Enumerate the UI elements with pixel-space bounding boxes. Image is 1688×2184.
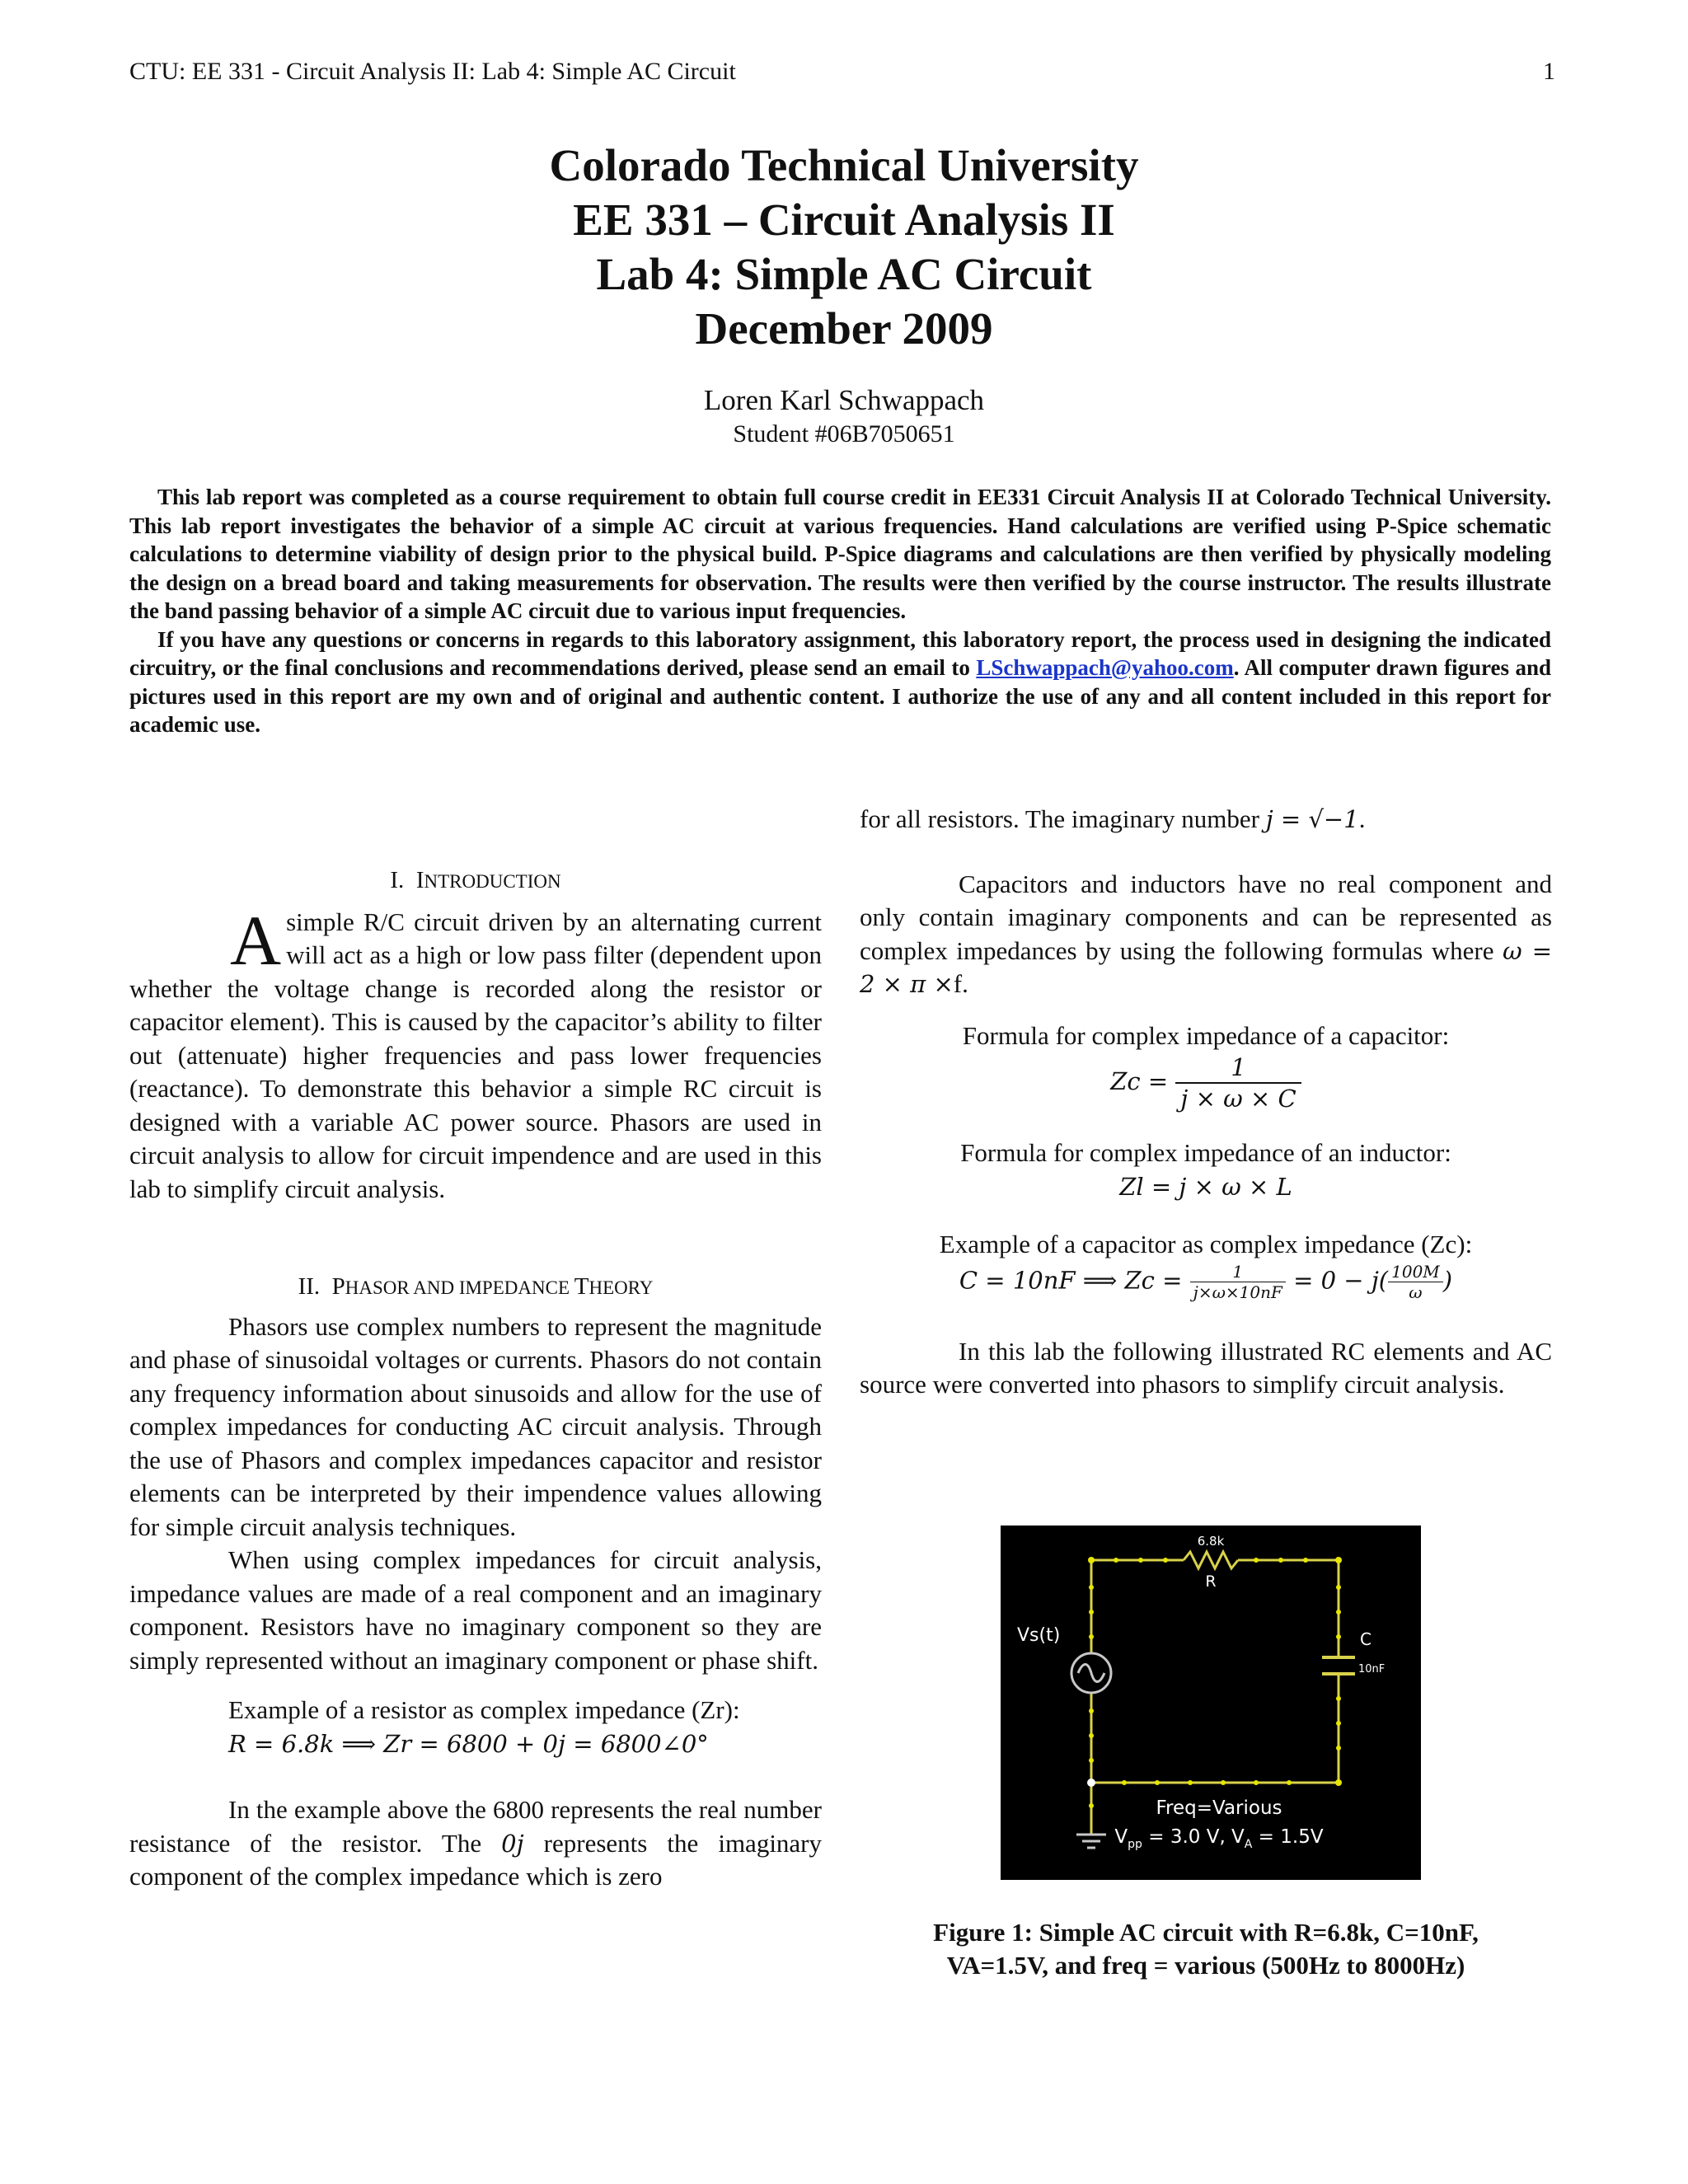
theory-text: represents the imaginary component of the complex impedance which is zero xyxy=(129,1828,823,1891)
right-column xyxy=(860,803,1552,1402)
inline-math: j = √−1 xyxy=(1265,805,1359,833)
fraction-numerator: 1 xyxy=(1175,1052,1301,1084)
caption-line-1: Figure 1: Simple AC circuit with R=6.8k, C=10nF, xyxy=(933,1918,1479,1947)
heading-rest: HEORY xyxy=(588,1277,654,1298)
resistor-value: 6.8k xyxy=(1197,1534,1225,1549)
title-block xyxy=(0,138,1688,356)
page-number: 1 xyxy=(1543,58,1555,85)
math-lhs: C = 10nF ⟹ Zc = xyxy=(959,1266,1183,1294)
body-text: Capacitors and inductors have no real component and only contain imaginary components and can be represented as complex impedances by using the following formulas where xyxy=(860,869,1552,965)
capacitor-label: C xyxy=(1360,1629,1372,1649)
heading-rest: NTRODUCTION xyxy=(424,871,561,892)
resistor-label: R xyxy=(1205,1572,1217,1591)
inductor-formula: Zl = j × ω × L xyxy=(1119,1172,1292,1201)
abstract-paragraph-2 xyxy=(129,626,1551,739)
frequency-text: Freq=Various xyxy=(1156,1797,1282,1819)
capacitor-formula xyxy=(860,1052,1552,1113)
fraction-numerator: 100M xyxy=(1388,1262,1443,1282)
capacitor-value: 10nF xyxy=(1358,1663,1386,1675)
math-lhs: Zc = xyxy=(1110,1067,1169,1095)
intro-text: simple R/C circuit driven by an alternating current will act as a high or low pass filter (dependent upon whether the voltage change is recorded along the resistor or capacitor element). This is caused by the capacitor’s ability to filter out (attenuate) higher frequencies and pass lower frequencies (reactance). To demonstrate this behavior a simple RC circuit is designed with a variable AC power source. Phasors are used in circuit analysis to allow for circuit impendence and are used in this lab to simplify circuit analysis. xyxy=(129,907,822,1203)
student-number: Student #06B7050651 xyxy=(733,420,955,448)
body-text: . xyxy=(1358,804,1366,833)
title-line-4: December 2009 xyxy=(695,303,993,354)
fraction-numerator: 1 xyxy=(1190,1262,1286,1282)
body-text: for all resistors. The imaginary number xyxy=(860,804,1266,833)
fraction-denominator: j×ω×10nF xyxy=(1193,1282,1282,1302)
fraction-denominator: j × ω × C xyxy=(1180,1085,1296,1113)
section-heading-theory xyxy=(129,1270,822,1305)
source-label: Vs(t) xyxy=(1017,1625,1061,1646)
capacitor-formula-label: Formula for complex impedance of a capacitor: xyxy=(962,1020,1450,1050)
junction-node xyxy=(1087,1779,1095,1787)
capacitor-example-label: Example of a capacitor as complex impedance (Zc): xyxy=(939,1230,1473,1258)
inline-math: ω = 2 × π × xyxy=(860,936,1552,998)
email-link[interactable]: LSchwappach@yahoo.com xyxy=(976,655,1234,680)
title-line-3: Lab 4: Simple AC Circuit xyxy=(596,249,1092,299)
fraction xyxy=(1388,1262,1443,1302)
theory-paragraph-3 xyxy=(129,1793,822,1894)
fraction xyxy=(1190,1262,1286,1302)
fraction xyxy=(1175,1052,1301,1113)
heading-initial: T xyxy=(574,1273,589,1300)
abstract xyxy=(129,483,1551,739)
body-text: f. xyxy=(953,969,968,998)
title-line-1: Colorado Technical University xyxy=(549,140,1139,190)
math-middle: = 0 − j( xyxy=(1293,1266,1389,1294)
abstract-text: . All computer drawn figures and pictures used in this report are my own and of original and authentic content. I authorize the use of any and all content included in this report for academic use. xyxy=(129,655,1551,737)
theory-paragraph-1: Phasors use complex numbers to represent the magnitude and phase of sinusoidal voltages or currents. Phasors do not contain any frequency information about sinusoids and allow for the use of complex impedances for conducting AC circuit analysis. Through the use of Phasors and complex impedances capacitor and resistor elements can be interpreted by their impendence values allowing for simple circuit analysis techniques. xyxy=(129,1311,822,1541)
resistor-equation: R = 6.8k ⟹ Zr = 6800 + 0j = 6800∠0° xyxy=(228,1729,709,1758)
title-line-2: EE 331 – Circuit Analysis II xyxy=(573,194,1115,245)
section-numeral: II. xyxy=(298,1273,321,1300)
circuit-figure xyxy=(1001,1526,1421,1880)
author-name: Loren Karl Schwappach xyxy=(703,384,985,416)
heading-rest: HASOR AND IMPEDANCE xyxy=(345,1277,574,1298)
resistor-example-label: Example of a resistor as complex impedance (Zr): xyxy=(228,1695,740,1724)
inline-math: 0j xyxy=(501,1829,524,1858)
caption-line-2: VA=1.5V, and freq = various (500Hz to 8000Hz) xyxy=(946,1951,1465,1980)
section-numeral: I. xyxy=(390,867,405,893)
fraction-denominator: ω xyxy=(1409,1282,1423,1302)
heading-initial: I xyxy=(415,867,424,893)
inductor-formula-label: Formula for complex impedance of an inductor: xyxy=(960,1138,1451,1167)
running-header: CTU: EE 331 - Circuit Analysis II: Lab 4: Simple AC Circuit xyxy=(129,58,736,85)
abstract-text: If you have any questions or concerns in regards to this laboratory assignment, this laboratory report, the process used in designing the indicated circuitry, or the final conclusions and recommendations derived, please send an email to xyxy=(129,626,1551,680)
theory-text: In the example above the 6800 represents the real number resistance of the resistor. The xyxy=(129,1795,822,1858)
impedance-paragraph xyxy=(860,868,1552,1001)
rc-elements-paragraph: In this lab the following illustrated RC elements and AC source were converted into phasors to simplify circuit analysis. xyxy=(860,1336,1552,1399)
abstract-paragraph-1: This lab report was completed as a course requirement to obtain full course credit in EE331 Circuit Analysis II at Colorado Technical University. This lab report investigates the behavior of a simple AC circuit at various frequencies. Hand calculations are verified using P-Spice schematic calculations to determine viability of design prior to the physical build. P-Spice diagrams and calculations are then verified by physically modeling the design on a bread board and taking measurements for observation. The results were then verified by the course instructor. The results illustrate the band passing behavior of a simple AC circuit due to various input frequencies. xyxy=(129,485,1551,623)
left-column xyxy=(129,864,822,1894)
section-heading-introduction xyxy=(129,864,822,899)
intro-paragraph xyxy=(129,900,822,1207)
figure-caption xyxy=(860,1916,1552,1982)
voltage-text: $V_{pp} = 3.0$ V, $V_A = 1.5V$ xyxy=(1114,1826,1324,1851)
circuit-diagram xyxy=(1001,1526,1421,1880)
heading-initial: P xyxy=(331,1273,345,1300)
drop-cap: A xyxy=(230,900,282,980)
theory-paragraph-2: When using complex impedances for circuit analysis, impedance values are made of a real component and an imaginary component. Resistors have no imaginary component so they are simply represented without an imaginary component or phase shift. xyxy=(129,1545,822,1675)
continued-paragraph xyxy=(860,803,1552,837)
math-end: ) xyxy=(1442,1266,1453,1294)
capacitor-example-equation xyxy=(860,1262,1552,1302)
